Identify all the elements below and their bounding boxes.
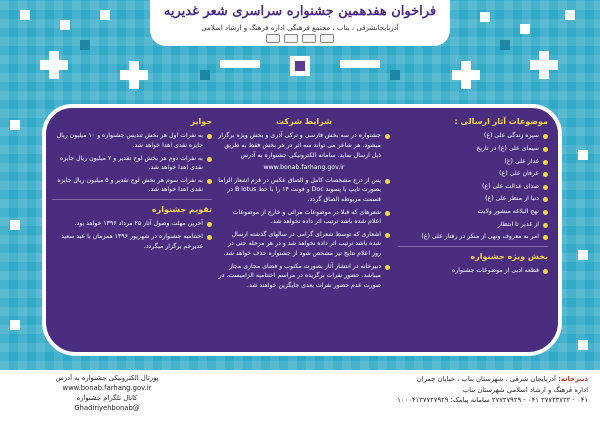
topic-item: از غدیر تا انتظار — [398, 220, 548, 230]
logo-icon — [302, 34, 316, 43]
divider — [52, 199, 212, 200]
prize-item: به نفرات دوم هر بخش لوح تقدیر و ۷ میلیون ریال جایزه نقدی اهدا خواهد شد. — [52, 154, 212, 173]
topic-item: دنیا از منظر علی (ع) — [398, 194, 548, 204]
topic-item: صدای عدالت علی (ع) — [398, 182, 548, 192]
logo-icon — [266, 34, 280, 43]
prize-item: به نفرات اول هر بخش تندیس جشنواره و ۱۰ میلیون ریال جایزه نقدی اهدا خواهد شد. — [52, 131, 212, 150]
topic-item: سیره زندگی علی (ع) — [398, 131, 548, 141]
page-title: فراخوان هفدهمین جشنواره سراسری شعر غدیریه — [163, 4, 437, 19]
phone-numbers: ۰۴۱ - ۳۷۷۳۳۷۲۲ ۰۴۱ - ۳۷۷۲۷۹۲۹ سامانه پیامک: ۱۰۰۰۴۱۳۷۷۲۷۹۲۹ — [397, 396, 588, 405]
topic-item: عرفان علی (ع) — [398, 169, 548, 179]
portal-label: پورتال الکترونیکی جشنواره به آدرس — [55, 374, 159, 382]
footer-contact-right — [208, 374, 588, 406]
footer — [0, 370, 600, 424]
prizes-heading: جوایز — [190, 117, 212, 126]
condition-item: شعرهای که قبلا در موضوعات مراثی و خارج از موضوعات اعلام شده باشد ترتیب اثر داده نخواهد شد. — [218, 208, 390, 227]
footer-contact-left — [12, 374, 202, 413]
topics-column — [398, 116, 548, 279]
topic-item: غدار علی (ع) — [398, 157, 548, 167]
special-section-heading: بخش ویژه جشنواره — [470, 251, 548, 261]
topic-item: امر به معروف ونهی از منکر در رفتار علی (ع) — [398, 232, 548, 242]
topic-item: نهج البلاغه منشور ولایت — [398, 207, 548, 217]
prizes-column — [52, 116, 212, 254]
content-panel — [42, 104, 562, 356]
logo-row — [230, 34, 370, 44]
divider — [398, 246, 548, 247]
logo-icon — [284, 34, 298, 43]
calendar-heading: تقویم جشنواره — [151, 205, 212, 215]
topics-heading: موضوعات آثار ارسالی : — [454, 117, 548, 126]
condition-item: دبیرخانه در انتشار آثار بصورت مکتوب و فضای مجازی مجاز میباشد. حضور نفرات برگزیده در مراسم اختتامیه الزامیست. در صورت عدم حضور نفرات بعدی جایگزین خواهند شد. — [218, 262, 390, 291]
telegram-handle[interactable]: @Ghadiriyehbonab — [74, 403, 140, 412]
condition-item: اشعاری که توسط شعرای گرامی در سالهای گذشته ارسال شده باشد ترتیب اثر داده نخواهد شد و در هر مرحله حتی در روز اعلام نتایج نیز مشخص شود از جشنواره حذف خواهد شد. — [218, 230, 390, 259]
portal-url: www.bonab.farhang.gov.ir — [263, 164, 345, 172]
office-name: اداره فرهنگ و ارشاد اسلامی شهرستان بناب — [462, 385, 588, 394]
page-subtitle: آذربایجانشرقی ، بناب ، مجتمع فرهنگی اداره فرهنگ و ارشاد اسلامی — [201, 24, 399, 32]
calendar-item: اختتامیه جشنواره در شهریور ۱۳۹۶ همزمان با عید سعید غدیرخم برگزار میگردد. — [52, 232, 212, 251]
prize-item: به نفرات سوم هر بخش لوح تقدیر و ۵ میلیون ریال جایزه نقدی اهدا خواهد شد. — [52, 176, 212, 195]
calendar-item: آخرین مهلت وصول آثار ۲۵ مرداد ۱۳۹۶ خواهد بود. — [52, 219, 212, 229]
portal-link[interactable]: www.bonab.farhang.gov.ir — [62, 383, 152, 392]
secretariat-address: آذربایجان شرقی ، شهرستان بناب ، خیابان چمران — [416, 375, 556, 383]
conditions-heading: شرایط شرکت — [276, 117, 332, 126]
condition-item: جشنواره در سه بخش فارسی و ترکی آذری و بخش ویژه برگزار میشود. هر شاعر می تواند سه اثر در هر بخش فقط به طریق ذیل ارسال نماید. سامانه الکترونیکی جشنواره به آدرس — [218, 131, 390, 160]
topic-item: سیمای علی (ع) در تاریخ — [398, 144, 548, 154]
telegram-label: کانال تلگرام جشنواره — [76, 393, 138, 402]
logo-icon — [320, 34, 334, 43]
secretariat-label: دبیرخانه: — [558, 375, 588, 383]
conditions-column — [218, 116, 390, 294]
condition-item: پس از درج مشخصات کامل و الصاق عکس در فرم اشعار الزاما بصورت تایپ با پسوند Doc و فونت ۱۴ را با خط B lotus در قسمت مربوطه الصاق گردد. — [218, 176, 390, 205]
special-item: قطعه ادبی از موضوعات جشنواره — [398, 266, 548, 276]
